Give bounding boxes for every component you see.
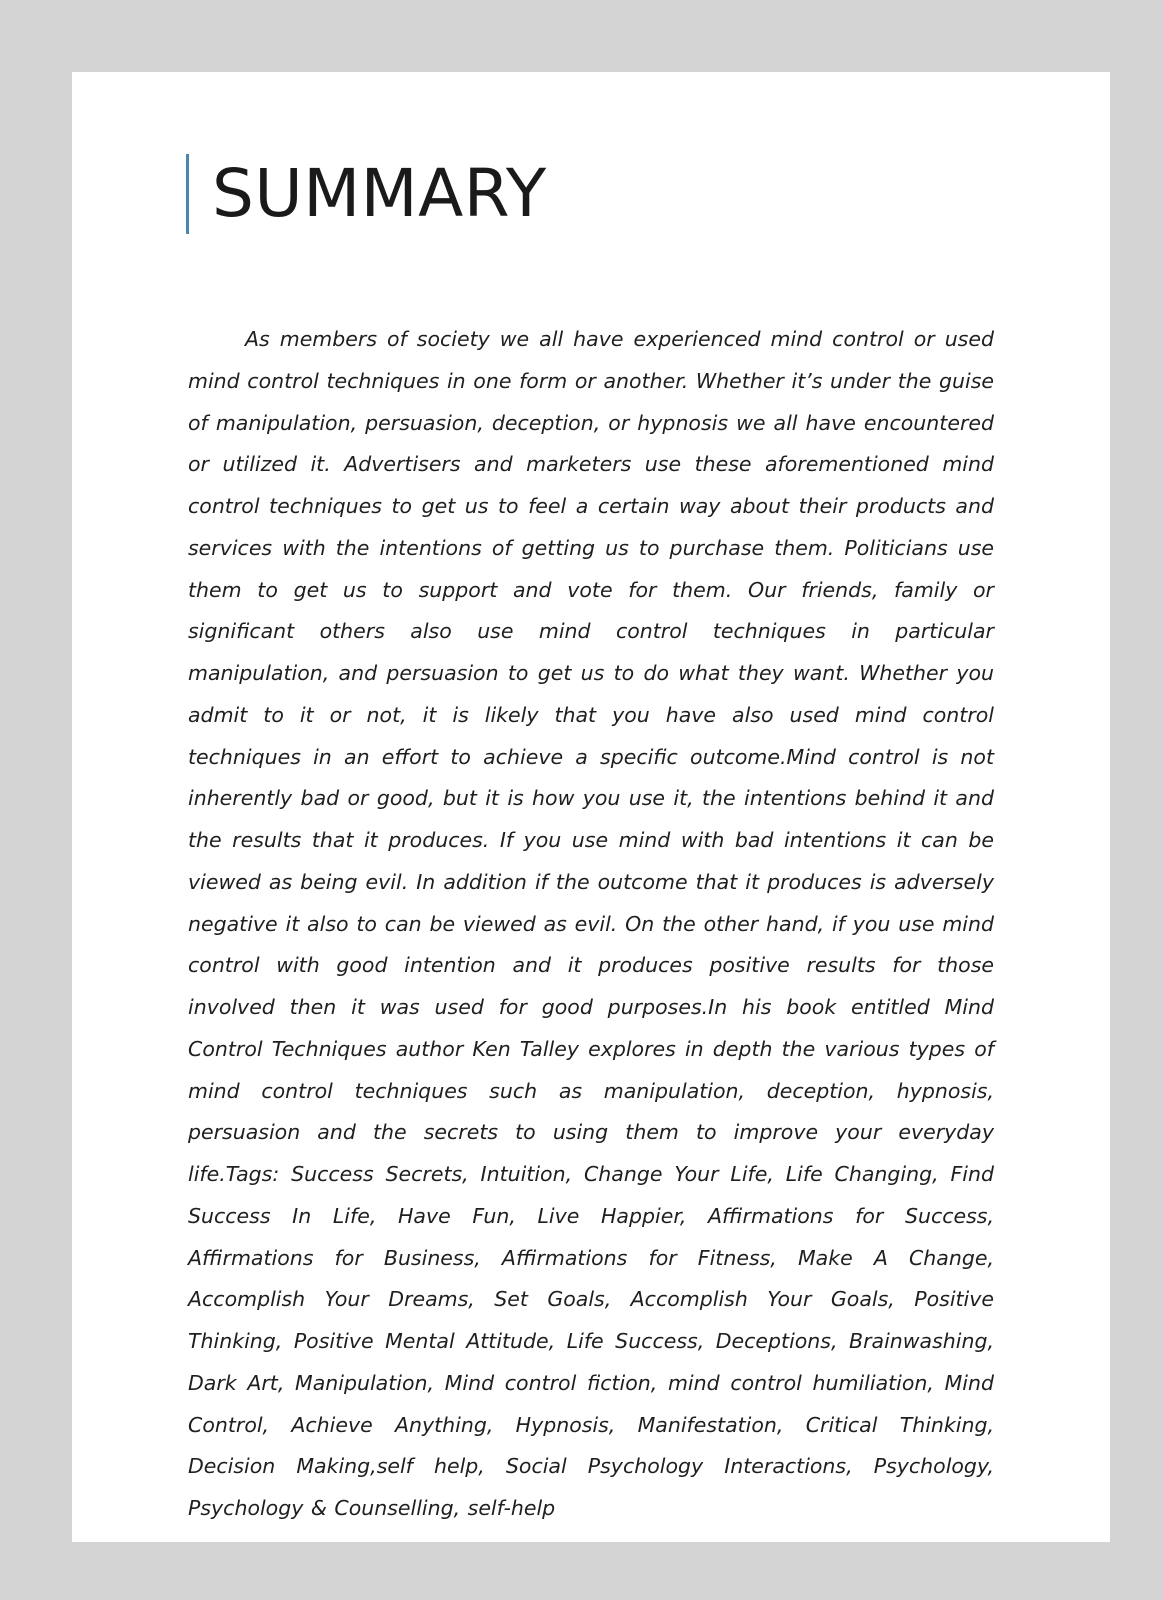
document-page bbox=[72, 72, 1110, 1542]
summary-paragraph: As members of society we all have experienced mind control or used mind control techniques in one form or another. Whether it’s under the guise of manipulation, persuasion, deception, or hypnosis we all have encountered or utilized it. Advertisers and marketers use these aforementioned mind control techniques to get us to feel a certain way about their products and services with the intentions of getting us to purchase them. Politicians use them to get us to support and vote for them. Our friends, family or significant others also use mind control techniques in particular manipulation, and persuasion to get us to do what they want. Whether you admit to it or not, it is likely that you have also used mind control techniques in an effort to achieve a specific outcome.Mind control is not inherently bad or good, but it is how you use it, the intentions behind it and the results that it produces. If you use mind with bad intentions it can be viewed as being evil. In addition if the outcome that it produces is adversely negative it also to can be viewed as evil. On the other hand, if you use mind control with good intention and it produces positive results for those involved then it was used for good purposes.In his book entitled Mind Control Techniques author Ken Talley explores in depth the various types of mind control techniques such as manipulation, deception, hypnosis, persuasion and the secrets to using them to improve your everyday life.Tags: Success Secrets, Intuition, Change Your Life, Life Changing, Find Success In Life, Have Fun, Live Happier, Affirmations for Success, Affirmations for Business, Affirmations for Fitness, Make A Change, Accomplish Your Dreams, Set Goals, Accomplish Your Goals, Positive Thinking, Positive Mental Attitude, Life Success, Deceptions, Brainwashing, Dark Art, Manipulation, Mind control fiction, mind control humiliation, Mind Control, Achieve Anything, Hypnosis, Manifestation, Critical Thinking, Decision Making,self help, Social Psychology Interactions, Psychology, Psychology & Counselling, self-help bbox=[188, 327, 994, 1520]
page-frame bbox=[8, 8, 1155, 1592]
page-title: SUMMARY bbox=[212, 155, 547, 232]
title-accent-bar bbox=[186, 154, 547, 234]
